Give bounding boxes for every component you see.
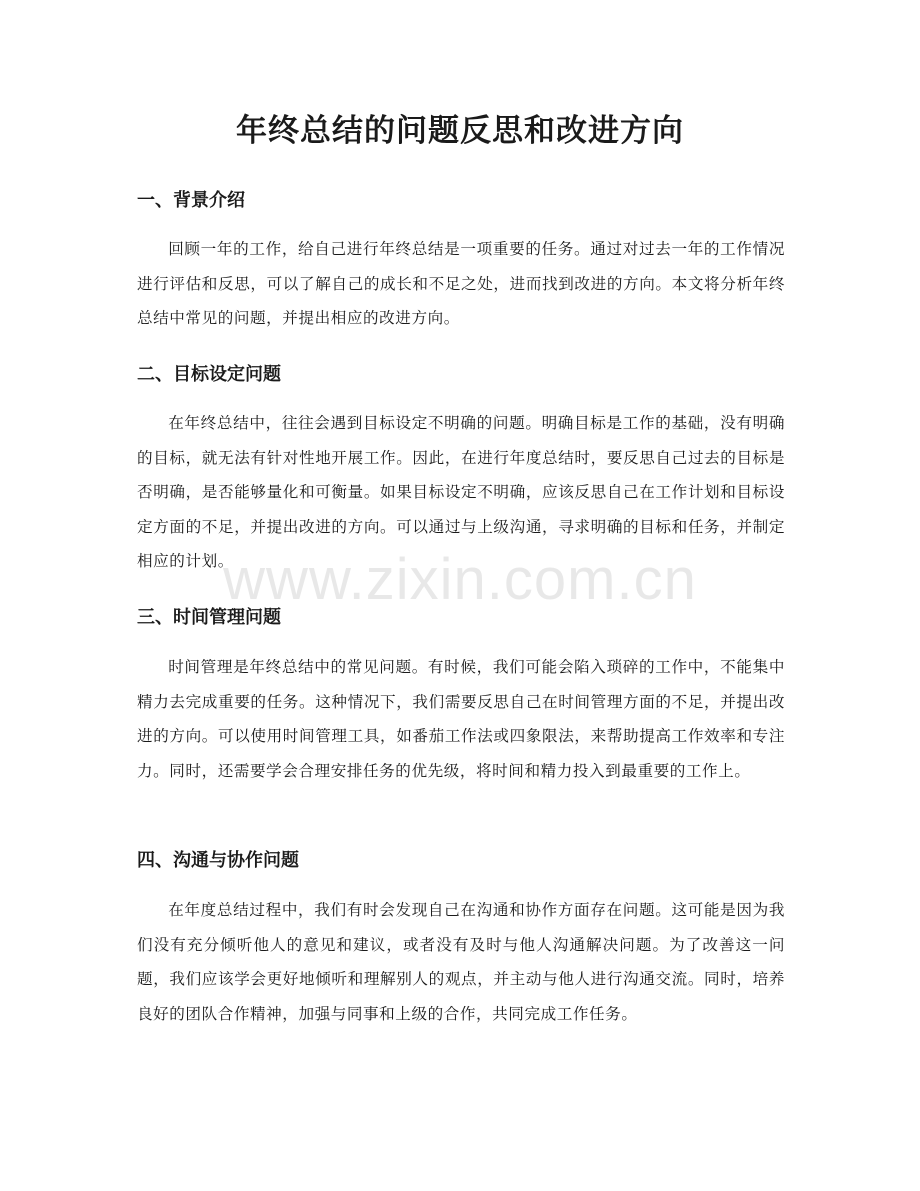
section-paragraph-time-management: 时间管理是年终总结中的常见问题。有时候，我们可能会陷入琐碎的工作中，不能集中精力去完成重要的任务。这种情况下，我们需要反思自己在时间管理方面的不足，并提出改进的方向。可以使用时间管理工具，如番茄工作法或四象限法，来帮助提高工作效率和专注力。同时，还需要学会合理安排任务的优先级，将时间和精力投入到最重要的工作上。: [137, 658, 785, 780]
document-title: 年终总结的问题反思和改进方向: [236, 113, 684, 149]
section-heading-time-management: 三、时间管理问题: [137, 607, 281, 628]
section-paragraph-background: 回顾一年的工作，给自己进行年终总结是一项重要的任务。通过对过去一年的工作情况进行评估和反思，可以了解自己的成长和不足之处，进而找到改进的方向。本文将分析年终总结中常见的问题，并提出相应的改进方向。: [137, 240, 785, 327]
section-heading-communication: 四、沟通与协作问题: [137, 850, 299, 871]
section-heading-goal-setting: 二、目标设定问题: [137, 364, 281, 385]
section-paragraph-goal-setting: 在年终总结中，往往会遇到目标设定不明确的问题。明确目标是工作的基础，没有明确的目标，就无法有针对性地开展工作。因此，在进行年度总结时，要反思自己过去的目标是否明确，是否能够量化和可衡量。如果目标设定不明确，应该反思自己在工作计划和目标设定方面的不足，并提出改进的方向。可以通过与上级沟通，寻求明确的目标和任务，并制定相应的计划。: [137, 414, 785, 570]
section-paragraph-communication: 在年度总结过程中，我们有时会发现自己在沟通和协作方面存在问题。这可能是因为我们没有充分倾听他人的意见和建议，或者没有及时与他人沟通解决问题。为了改善这一问题，我们应该学会更好地倾听和理解别人的观点，并主动与他人进行沟通交流。同时，培养良好的团队合作精神，加强与同事和上级的合作，共同完成工作任务。: [137, 901, 785, 1023]
section-heading-background: 一、背景介绍: [137, 190, 245, 211]
watermark: www.zixin.com.cn: [223, 547, 697, 612]
